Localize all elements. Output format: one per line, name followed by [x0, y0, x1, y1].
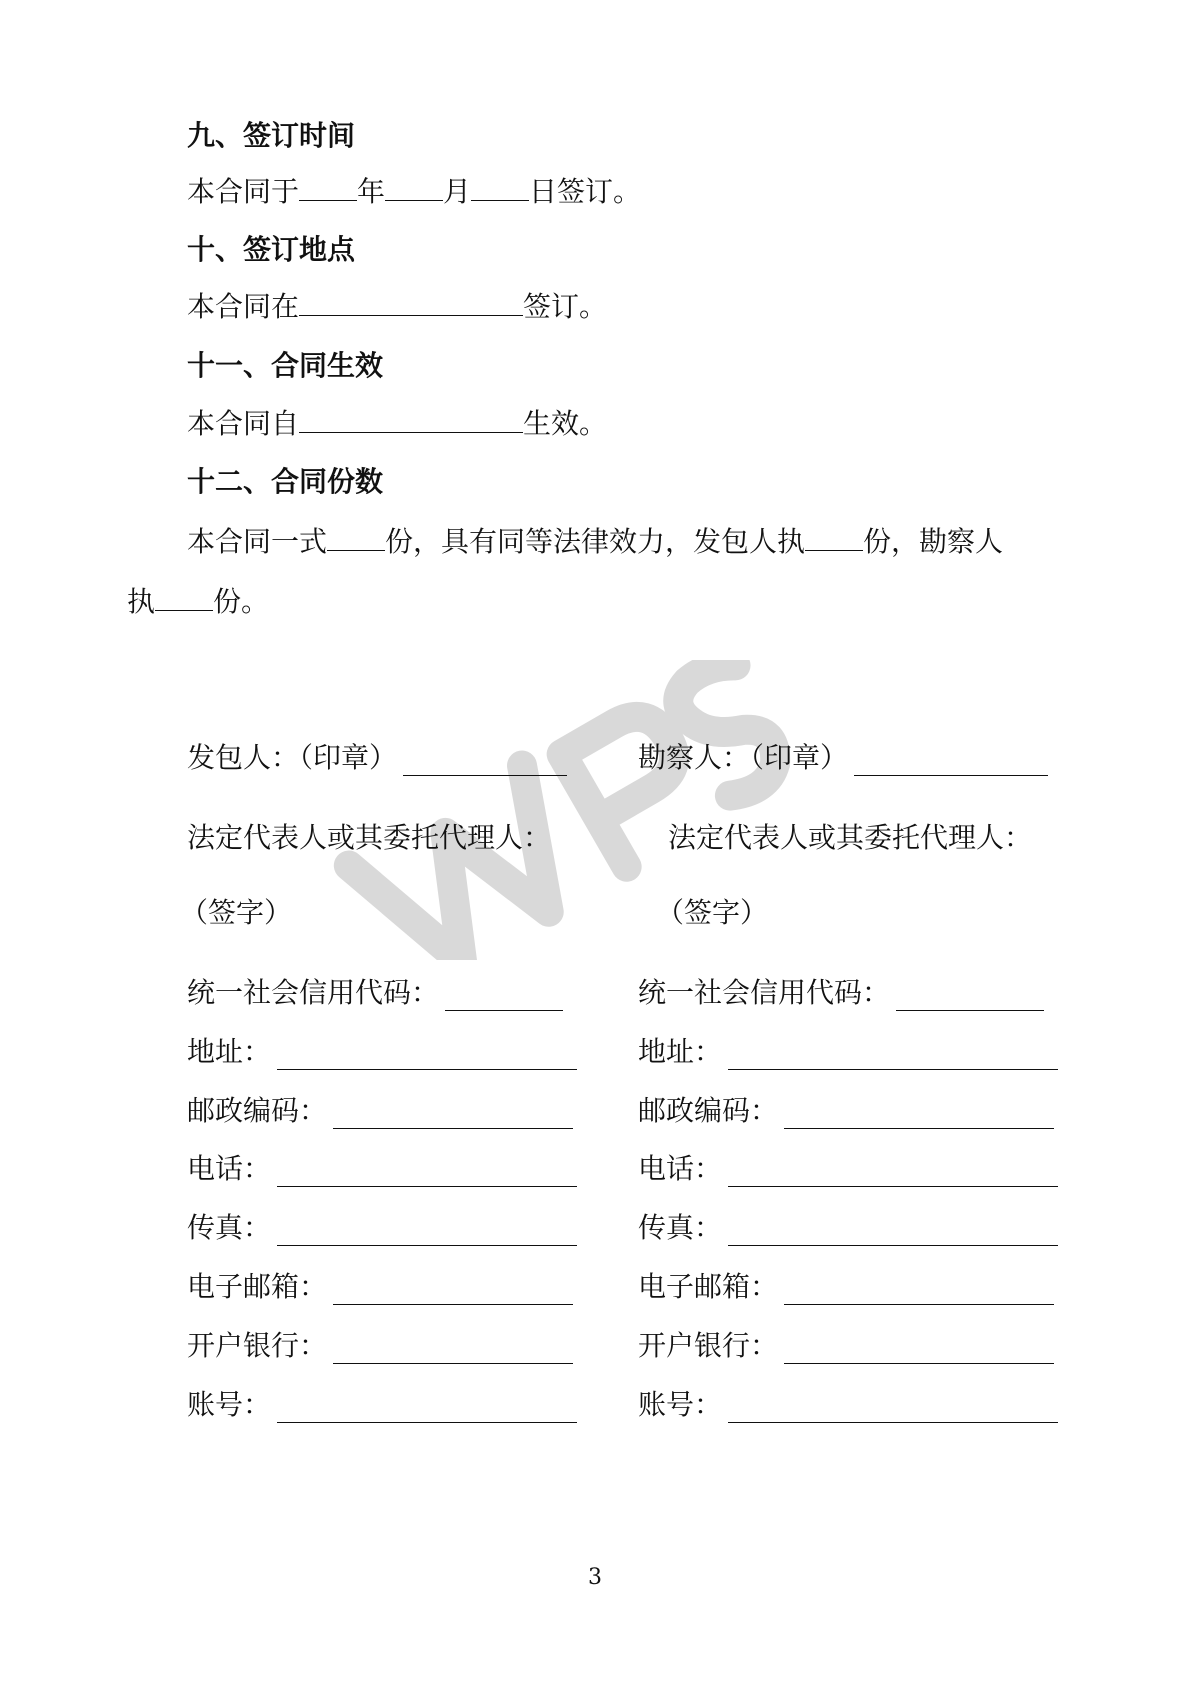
text: 生效。: [523, 407, 608, 440]
paragraph-copies-line1: [187, 522, 1003, 560]
left-phone-label: 电话：: [187, 1152, 272, 1185]
paragraph-effective: [187, 404, 607, 442]
text: 本合同一式: [187, 525, 328, 558]
left-phone-row: [187, 1151, 577, 1187]
left-sign-label: （签字）: [180, 896, 293, 929]
right-account-label: 账号：: [638, 1388, 723, 1421]
left-seal-field[interactable]: [403, 745, 567, 776]
text: 月: [443, 175, 472, 208]
left-address-row: [187, 1034, 577, 1070]
left-postcode-row: [187, 1093, 573, 1129]
right-sign-row: [656, 895, 768, 931]
right-bank-label: 开户银行：: [638, 1329, 779, 1362]
copies-client-blank[interactable]: [805, 522, 863, 551]
paragraph-copies-line2: [127, 582, 269, 620]
left-fax-field[interactable]: [277, 1215, 577, 1246]
right-phone-row: [638, 1151, 1058, 1187]
left-rep-label: 法定代表人或其委托代理人：: [187, 821, 552, 854]
text: 日签订。: [529, 175, 642, 208]
text: 份。: [213, 585, 270, 618]
left-bank-row: [187, 1328, 573, 1364]
right-party-row: [638, 740, 1048, 776]
year-blank[interactable]: [299, 172, 357, 201]
right-postcode-label: 邮政编码：: [638, 1094, 779, 1127]
text: 执: [127, 585, 156, 618]
left-address-label: 地址：: [187, 1035, 272, 1068]
right-account-field[interactable]: [728, 1392, 1058, 1423]
right-party-label: 勘察人：（印章）: [638, 741, 849, 774]
page-number: 3: [588, 1565, 602, 1590]
right-bank-field[interactable]: [784, 1333, 1054, 1364]
heading-sign-place: 十、签订地点: [187, 233, 356, 266]
left-postcode-field[interactable]: [333, 1098, 573, 1129]
left-email-label: 电子邮箱：: [187, 1270, 328, 1303]
left-email-field[interactable]: [333, 1274, 573, 1305]
left-party-row: [187, 740, 567, 776]
right-email-row: [638, 1269, 1054, 1305]
left-credit-row: [187, 975, 563, 1011]
left-account-row: [187, 1387, 577, 1423]
left-postcode-label: 邮政编码：: [187, 1094, 328, 1127]
right-account-row: [638, 1387, 1058, 1423]
left-fax-row: [187, 1210, 577, 1246]
paragraph-sign-time: [187, 172, 641, 210]
left-bank-field[interactable]: [333, 1333, 573, 1364]
text: 本合同于: [187, 175, 300, 208]
right-seal-field[interactable]: [854, 745, 1048, 776]
copies-surveyor-blank[interactable]: [155, 582, 213, 611]
heading-copies: 十二、合同份数: [187, 465, 384, 498]
month-blank[interactable]: [385, 172, 443, 201]
text: 年: [357, 175, 386, 208]
right-postcode-row: [638, 1093, 1054, 1129]
right-fax-field[interactable]: [728, 1215, 1058, 1246]
copies-total-blank[interactable]: [327, 522, 385, 551]
right-postcode-field[interactable]: [784, 1098, 1054, 1129]
left-account-label: 账号：: [187, 1388, 272, 1421]
left-phone-field[interactable]: [277, 1156, 577, 1187]
left-credit-field[interactable]: [445, 980, 563, 1011]
text: 本合同自: [187, 407, 300, 440]
heading-sign-time: 九、签订时间: [187, 119, 356, 152]
right-credit-label: 统一社会信用代码：: [638, 976, 891, 1009]
text: 本合同在: [187, 290, 300, 323]
left-party-label: 发包人：（印章）: [187, 741, 398, 774]
left-email-row: [187, 1269, 573, 1305]
right-sign-label: （签字）: [656, 896, 769, 929]
right-email-field[interactable]: [784, 1274, 1054, 1305]
text: 签订。: [523, 290, 608, 323]
right-fax-row: [638, 1210, 1058, 1246]
left-rep-row: [187, 820, 551, 856]
right-phone-field[interactable]: [728, 1156, 1058, 1187]
text: 份，勘察人: [863, 525, 1004, 558]
right-address-row: [638, 1034, 1058, 1070]
right-credit-row: [638, 975, 1044, 1011]
day-blank[interactable]: [471, 172, 529, 201]
right-phone-label: 电话：: [638, 1152, 723, 1185]
left-address-field[interactable]: [277, 1039, 577, 1070]
right-fax-label: 传真：: [638, 1211, 723, 1244]
place-blank[interactable]: [299, 287, 523, 316]
right-address-label: 地址：: [638, 1035, 723, 1068]
right-address-field[interactable]: [728, 1039, 1058, 1070]
left-credit-label: 统一社会信用代码：: [187, 976, 440, 1009]
right-rep-row: [668, 820, 1032, 856]
heading-effective: 十一、合同生效: [187, 349, 384, 382]
right-rep-label: 法定代表人或其委托代理人：: [668, 821, 1033, 854]
right-email-label: 电子邮箱：: [638, 1270, 779, 1303]
right-credit-field[interactable]: [896, 980, 1044, 1011]
effective-blank[interactable]: [299, 404, 523, 433]
left-bank-label: 开户银行：: [187, 1329, 328, 1362]
paragraph-sign-place: [187, 287, 607, 325]
left-fax-label: 传真：: [187, 1211, 272, 1244]
left-sign-row: [180, 895, 292, 931]
left-account-field[interactable]: [277, 1392, 577, 1423]
text: 份，具有同等法律效力，发包人执: [385, 525, 806, 558]
right-bank-row: [638, 1328, 1054, 1364]
